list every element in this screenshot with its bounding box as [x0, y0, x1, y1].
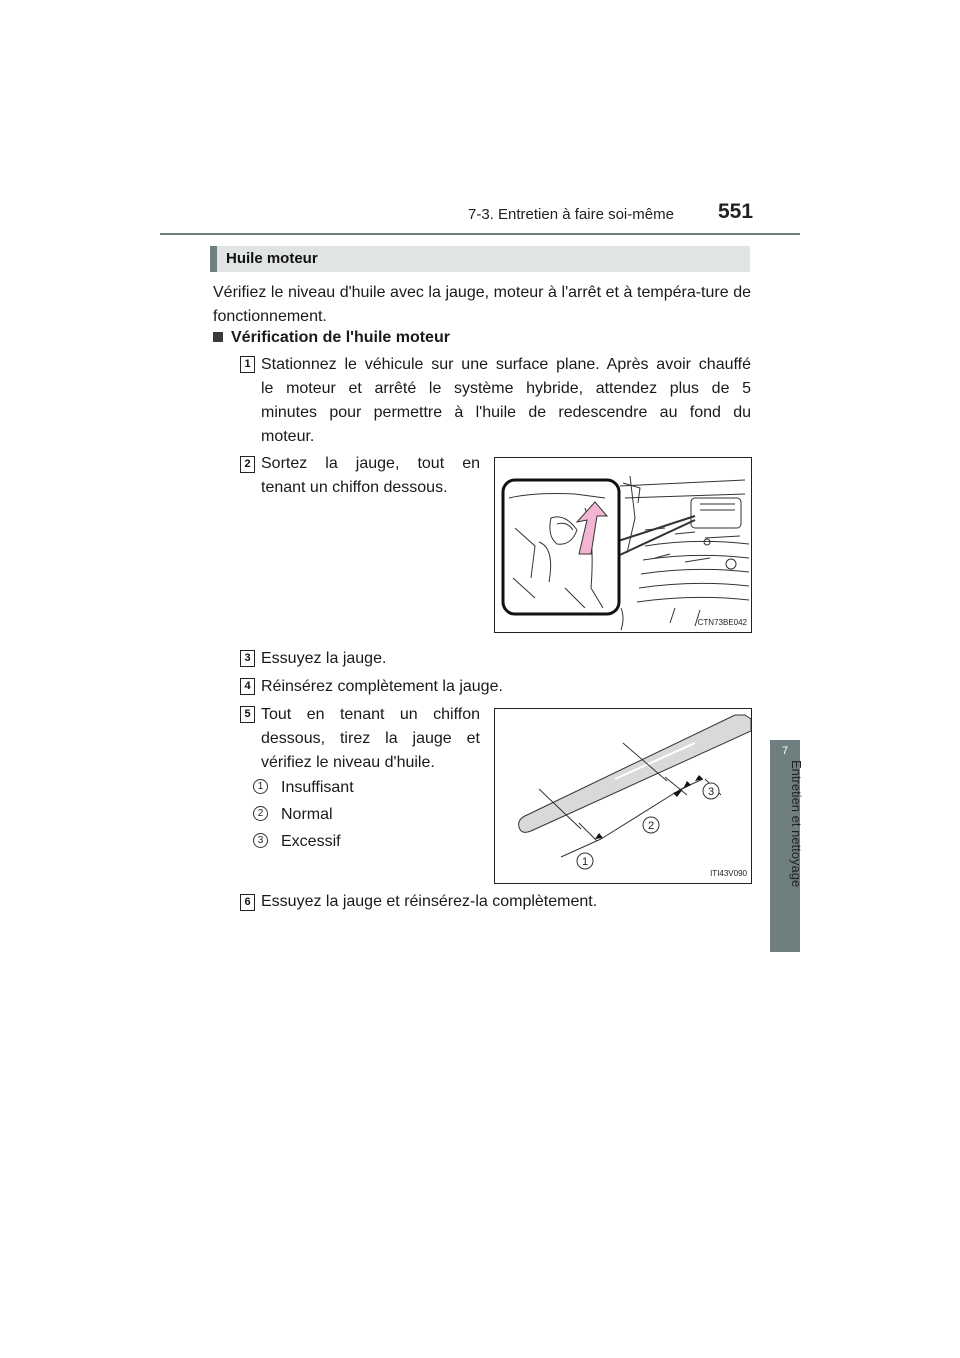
intro-paragraph: Vérifiez le niveau d'huile avec la jauge, moteur à l'arrêt et à tempéra-ture de fonctionnement. — [213, 284, 751, 325]
step-2-text — [261, 452, 480, 500]
step-6-text: Essuyez la jauge et réinsérez-la complètement. — [261, 893, 598, 910]
subheading-text: Vérification de l'huile moteur — [231, 329, 450, 346]
step-2-line: Sortez la jauge, tout en — [261, 455, 480, 472]
chapter-label: Entretien et nettoyage — [789, 760, 804, 888]
step-5-line: Tout en tenant un chiffon — [261, 706, 480, 723]
step-1-line: moteur. — [261, 428, 315, 445]
dipstick-callout: 1 — [581, 856, 589, 868]
level-number: 1 — [253, 779, 268, 794]
step-number-3: 3 — [240, 650, 255, 667]
chapter-number: 7 — [781, 745, 789, 757]
step-number-5: 5 — [240, 706, 255, 723]
step-5-line: vérifiez le niveau d'huile. — [261, 754, 435, 771]
level-label: Excessif — [281, 833, 341, 850]
level-label: Normal — [281, 806, 333, 823]
dipstick-level-illustration — [494, 708, 752, 884]
square-bullet-icon — [213, 332, 223, 342]
step-5-line: dessous, tirez la jauge et — [261, 730, 480, 747]
section-title: Huile moteur — [226, 250, 318, 267]
dipstick-figure-code: ITI43V090 — [710, 869, 747, 878]
step-2-line: tenant un chiffon dessous. — [261, 479, 448, 496]
step-3-text: Essuyez la jauge. — [261, 650, 387, 667]
engine-dipstick-illustration — [494, 457, 752, 633]
engine-figure-code: CTN73BE042 — [697, 618, 747, 627]
level-number: 2 — [253, 806, 268, 821]
section-title-bar — [210, 246, 750, 272]
step-number-6: 6 — [240, 894, 255, 911]
step-1-line: le moteur et arrêté le système hybride, attendez plus de 5 — [261, 380, 751, 397]
dipstick-callout: 3 — [707, 786, 715, 798]
step-5-text — [261, 703, 480, 775]
level-label: Insuffisant — [281, 779, 354, 796]
page-number: 551 — [718, 200, 754, 223]
engine-illustration-graphic — [495, 458, 751, 632]
level-number: 3 — [253, 833, 268, 848]
step-number-2: 2 — [240, 456, 255, 473]
dipstick-illustration-graphic — [495, 709, 751, 883]
header-section-title: 7-3. Entretien à faire soi-même — [468, 206, 674, 223]
subheading — [213, 329, 450, 347]
step-4-text: Réinsérez complètement la jauge. — [261, 678, 503, 695]
step-1-line: Stationnez le véhicule sur une surface plane. Après avoir chauffé — [261, 356, 751, 373]
step-number-1: 1 — [240, 356, 255, 373]
step-1-line: minutes pour permettre à l'huile de redescendre au fond du — [261, 404, 751, 421]
header-rule — [160, 233, 800, 235]
dipstick-callout: 2 — [647, 820, 655, 832]
step-number-4: 4 — [240, 678, 255, 695]
step-1-text — [261, 353, 751, 449]
